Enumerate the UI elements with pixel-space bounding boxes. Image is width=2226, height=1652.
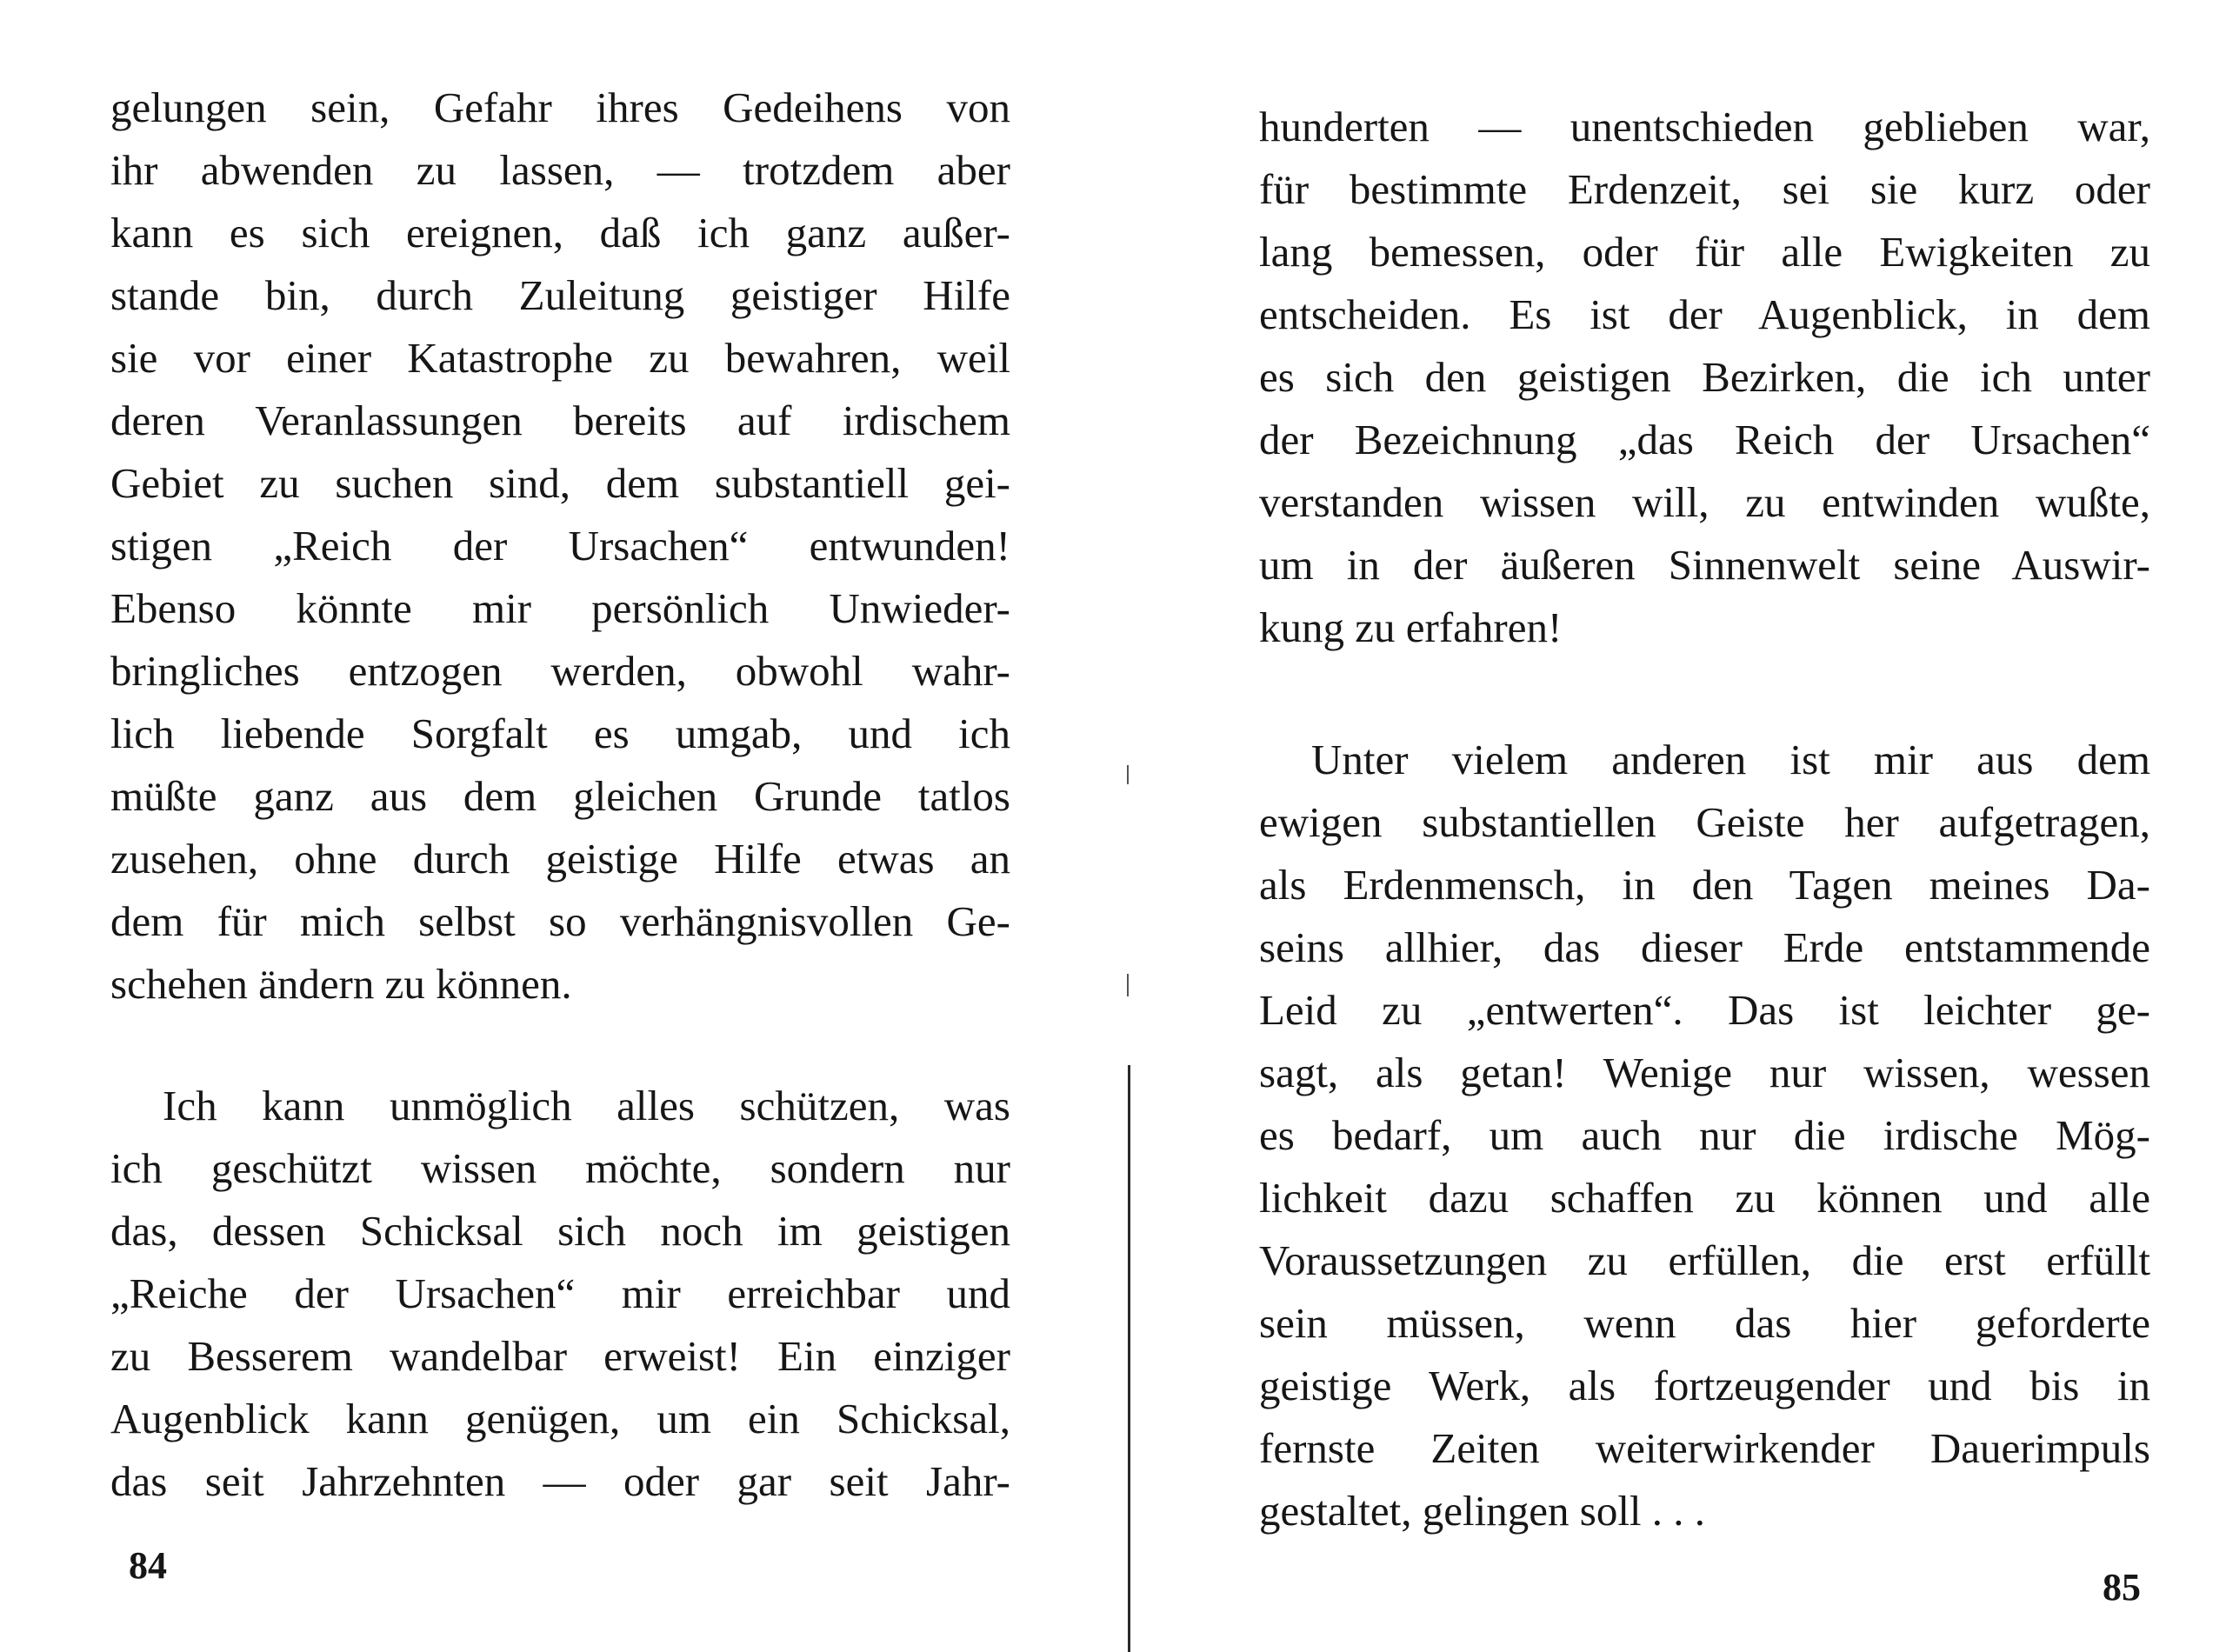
text-line: lichkeit dazu schaffen zu können und alle xyxy=(1259,1174,2150,1222)
text-line: um in der äußeren Sinnenwelt seine Auswir- xyxy=(1259,541,2150,589)
text-line: ewigen substantiellen Geiste her aufgetragen, xyxy=(1259,798,2150,846)
text-line: gelungen sein, Gefahr ihres Gedeihens von xyxy=(110,83,1010,131)
text-line: entscheiden. Es ist der Augenblick, in dem xyxy=(1259,290,2150,338)
text-line: Voraussetzungen zu erfüllen, die erst erfüllt xyxy=(1259,1236,2150,1284)
text-line: sie vor einer Katastrophe zu bewahren, weil xyxy=(110,334,1010,382)
text-line: „Reiche der Ursachen“ mir erreichbar und xyxy=(110,1269,1010,1317)
right-text-block xyxy=(1259,96,2150,1542)
right-paragraph-1 xyxy=(1259,96,2150,659)
page-number: 85 xyxy=(2103,1566,2141,1609)
text-line: gestaltet, gelingen soll . . . xyxy=(1259,1487,1706,1535)
text-line: für bestimmte Erdenzeit, sei sie kurz oder xyxy=(1259,165,2150,213)
text-line: geistige Werk, als fortzeugender und bis in xyxy=(1259,1362,2150,1409)
text-line: stande bin, durch Zuleitung geistiger Hilfe xyxy=(110,271,1010,319)
paragraph-gap xyxy=(1259,659,2150,729)
text-line: kung zu erfahren! xyxy=(1259,603,1563,651)
text-line: zu Besserem wandelbar erweist! Ein einziger xyxy=(110,1332,1010,1380)
text-line: es sich den geistigen Bezirken, die ich unter xyxy=(1259,353,2150,401)
text-line: hunderten — unentschieden geblieben war, xyxy=(1259,103,2150,150)
text-line: das seit Jahrzehnten — oder gar seit Jahr- xyxy=(110,1457,1010,1505)
text-line: seins allhier, das dieser Erde entstammende xyxy=(1259,923,2150,971)
text-line: als Erdenmensch, in den Tagen meines Da- xyxy=(1259,861,2150,909)
text-line: zusehen, ohne durch geistige Hilfe etwas an xyxy=(110,835,1010,883)
text-line: ich geschützt wissen möchte, sondern nur xyxy=(110,1144,1010,1192)
left-text-block xyxy=(110,77,1010,1513)
text-line: müßte ganz aus dem gleichen Grunde tatlos xyxy=(110,772,1010,820)
text-line: sagt, als getan! Wenige nur wissen, wessen xyxy=(1259,1049,2150,1096)
text-line: Augenblick kann genügen, um ein Schicksal, xyxy=(110,1395,1010,1442)
text-line: fernste Zeiten weiterwirkender Dauerimpuls xyxy=(1259,1424,2150,1472)
right-paragraph-2 xyxy=(1259,729,2150,1542)
text-line: deren Veranlassungen bereits auf irdischem xyxy=(110,396,1010,444)
text-line: Leid zu „entwerten“. Das ist leichter ge- xyxy=(1259,986,2150,1034)
gutter-mark xyxy=(1127,974,1129,996)
text-line: es bedarf, um auch nur die irdische Mög- xyxy=(1259,1111,2150,1159)
text-line: lang bemessen, oder für alle Ewigkeiten zu xyxy=(1259,228,2150,276)
text-line: schehen ändern zu können. xyxy=(110,960,572,1008)
text-line: ihr abwenden zu lassen, — trotzdem aber xyxy=(110,146,1010,194)
left-paragraph-1 xyxy=(110,77,1010,1016)
text-line: Ebenso könnte mir persönlich Unwieder- xyxy=(110,584,1010,632)
text-line: das, dessen Schicksal sich noch im geistigen xyxy=(110,1207,1010,1255)
text-line: bringliches entzogen werden, obwohl wahr- xyxy=(110,647,1010,695)
text-line: sein müssen, wenn das hier geforderte xyxy=(1259,1299,2150,1347)
text-line: dem für mich selbst so verhängnisvollen Ge- xyxy=(110,897,1010,945)
page-number: 84 xyxy=(129,1544,167,1587)
text-line: Unter vielem anderen ist mir aus dem xyxy=(1311,736,2150,783)
text-line: stigen „Reich der Ursachen“ entwunden! xyxy=(110,522,1010,570)
gutter-mark xyxy=(1127,765,1129,784)
text-line: lich liebende Sorgfalt es umgab, und ich xyxy=(110,709,1010,757)
text-line: Ich kann unmöglich alles schützen, was xyxy=(163,1082,1010,1129)
text-line: kann es sich ereignen, daß ich ganz außer- xyxy=(110,209,1010,256)
text-line: Gebiet zu suchen sind, dem substantiell gei- xyxy=(110,459,1010,507)
left-paragraph-2 xyxy=(110,1075,1010,1513)
text-line: verstanden wissen will, zu entwinden wußte, xyxy=(1259,478,2150,526)
paragraph-gap xyxy=(110,1016,1010,1075)
right-page xyxy=(1130,0,2226,1652)
text-line: der Bezeichnung „das Reich der Ursachen“ xyxy=(1259,416,2150,463)
